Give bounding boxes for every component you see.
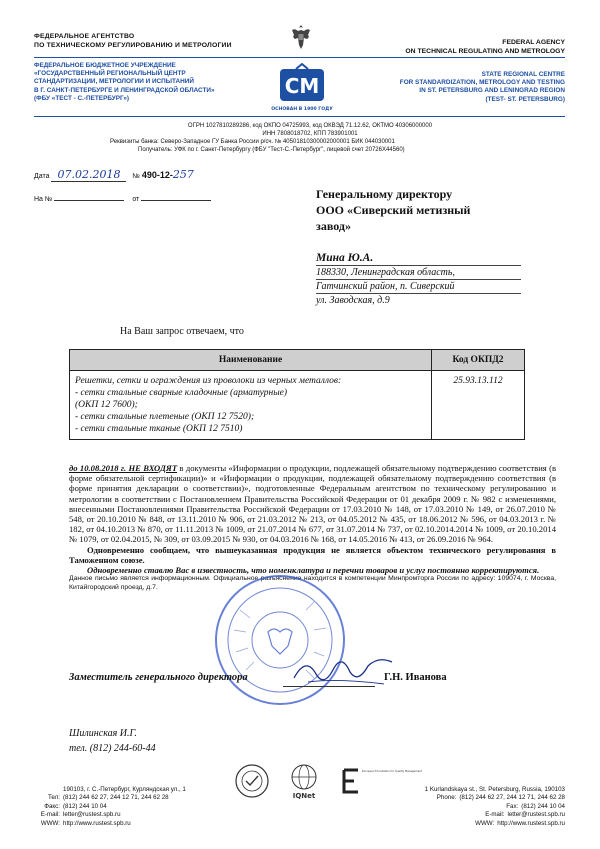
- agency-line: ФЕДЕРАЛЬНОЕ АГЕНТСТВО: [34, 33, 135, 40]
- column-header-name: Наименование: [70, 350, 432, 371]
- org-line: «ГОСУДАРСТВЕННЫЙ РЕГИОНАЛЬНЫЙ ЦЕНТР: [34, 70, 186, 78]
- header-divider: [34, 116, 565, 117]
- product-code-cell: 25.93.13.112: [432, 371, 525, 440]
- org-line: STATE REGIONAL CENTRE: [481, 71, 565, 78]
- executor: [69, 726, 156, 756]
- signatory-position: Заместитель генерального директора: [69, 672, 248, 683]
- requisites: [110, 123, 510, 138]
- disclaimer-paragraph: Данное письмо является информационным. Официальное разъяснение находится в компетенции Минпромторга России по адресу: 109074, г. Москва, Китайгородский проезд, д.7.: [69, 575, 556, 591]
- number-label: №: [132, 173, 140, 180]
- recipient-address-line: Гатчинский район, п. Сиверский: [316, 280, 521, 294]
- svg-text:СМ: СМ: [284, 74, 320, 98]
- org-line: FOR STANDARDIZATION, METROLOGY AND TESTING: [399, 79, 565, 87]
- footer-line: WWW: http://www.rustest.spb.ru: [475, 819, 565, 827]
- lead-statement: до 10.08.2018 г. НЕ ВХОДЯТ: [69, 463, 178, 473]
- agency-name-ru: [34, 33, 264, 50]
- product-line: (ОКП 12 7600);: [75, 400, 138, 410]
- intro-text: На Ваш запрос отвечаем, что: [120, 326, 244, 337]
- signature-line: [283, 686, 375, 687]
- column-header-code: Код ОКПД2: [432, 350, 525, 371]
- number-handwritten: 257: [172, 168, 194, 181]
- email-link[interactable]: letter@rustest.spb.ru: [63, 811, 121, 819]
- iqnet-label: IQNet: [292, 792, 316, 800]
- website-link[interactable]: http://www.rustest.spb.ru: [63, 819, 131, 827]
- requisites-line: ИНН 7808018702, КПП 783901001: [262, 130, 358, 137]
- footer-line: 190103, г. С.-Петербург, Курляндская ул., 1: [63, 786, 186, 793]
- requisites-line: Получатель: УФК по г. Санкт-Петербургу (ФБУ "Тест-С.-Петербург", лицевой счет 20726Х44560): [138, 146, 405, 153]
- signatory-name: Г.Н. Иванова: [384, 672, 447, 683]
- body-paragraph: в документы «Информации о продукции, подлежащей обязательному подтверждению соответствия (в форме обязательной сертификации)» и «Информации о продукции, подлежащей обязательному подтверждению соответствия (в форме принятия декларации о соответствии)», подготовленные Федеральным агентством по техническому регулированию и метрологии в соответствии с Постановлением Правительства Российской Федерации от 01 декабря 2009 г. № 982 с изменениями, внесенными Постановлениями Правительства Российской Федерации от 17.03.2010 № 148, от 17.03.2010 № 149, от 26.07.2010 № 548, от 20.10.2010 № 848, от 13.11.2010 № 906, от 21.03.2012 № 213, от 04.05.2012 № 435, от 18.06.2012 № 596, от 04.03.2013 г. № 182, от 04.10.2013 № 870, от 11.11.2013 № 1009, от 21.07.2014 № 677, от 31.07.2014 № 737, от 02.10.2014.2014 № 1009, от 20.10.2014 № 1079, от 02.04.2015, № 309, от 03.09.2015 № 930, от 04.03.2016 № 168, от 14.05.2016 № 413, от 26.09.2016 № 964.: [69, 463, 557, 545]
- efqm-label: European Foundation for Quality Management: [362, 770, 423, 773]
- table-row: [70, 371, 525, 440]
- recipient-name: Мина Ю.А.: [316, 252, 521, 266]
- addressee-line: Генеральному директору: [316, 187, 453, 201]
- from-label: от: [132, 196, 140, 203]
- bank-requisites: [110, 139, 510, 154]
- addressee-line: ООО «Сиверский метизный: [316, 203, 471, 217]
- org-line: СТАНДАРТИЗАЦИИ, МЕТРОЛОГИИ И ИСПЫТАНИЙ: [34, 78, 194, 86]
- product-line: Решетки, сетки и ограждения из проволоки из черных металлов:: [75, 376, 342, 386]
- iqnet-logo-icon: [284, 762, 324, 800]
- logo-caption: ОСНОВАН В 1900 ГОДУ: [271, 107, 333, 112]
- date-label: Дата: [34, 173, 50, 180]
- footer-contacts-ru: [34, 786, 239, 828]
- csm-logo-icon: [271, 63, 333, 115]
- footer-line: Fax: (812) 244 10 04: [506, 802, 565, 810]
- footer-line: E-mail: letter@rustest.spb.ru: [40, 811, 121, 819]
- incoming-reference: [34, 196, 211, 203]
- executor-phone: тел. (812) 244-60-44: [69, 743, 156, 754]
- organization-name-ru: [34, 62, 279, 103]
- org-line: (TEST- ST. PETERSBURG): [485, 95, 565, 103]
- agency-line: ПО ТЕХНИЧЕСКОМУ РЕГУЛИРОВАНИЮ И МЕТРОЛОГИИ: [34, 41, 232, 49]
- agency-name-en: [340, 39, 565, 56]
- organization-name-en: [340, 71, 565, 104]
- recipient: [316, 252, 546, 307]
- body-paragraph: Одновременно сообщаем, что вышеуказанная продукция не является объектом технического регулирования в Таможенном союзе.: [69, 544, 556, 565]
- org-line: ФЕДЕРАЛЬНОЕ БЮДЖЕТНОЕ УЧРЕЖДЕНИЕ: [34, 62, 176, 69]
- outgoing-reference: [34, 168, 194, 182]
- agency-line: ON TECHNICAL REGULATING AND METROLOGY: [405, 47, 565, 55]
- email-link[interactable]: letter@rustest.spb.ru: [507, 811, 565, 819]
- agency-line: FEDERAL AGENCY: [502, 39, 565, 46]
- org-line: (ФБУ «ТЕСТ - С.-ПЕТЕРБУРГ»): [34, 94, 130, 102]
- requisites-line: ОГРН 1027810289286, код ОКПО 04725993, код ОКВЭД 71.12.62, ОКТМО 40306000000: [187, 123, 433, 129]
- signature-block: [69, 672, 556, 683]
- addressee-line: завод»: [316, 219, 351, 233]
- on-number-label: На №: [34, 196, 53, 203]
- executor-name: Шилинская И.Г.: [69, 728, 137, 739]
- requisites-line: Реквизиты банка: Северо-Западное ГУ Банка России р/сч. № 40501810300002000001 БИК 044030001: [110, 139, 395, 145]
- products-table: [69, 349, 525, 440]
- footer-line: Факс: (812) 244 10 04: [44, 802, 107, 810]
- footer-line: 1 Kurlandskaya st., St. Petersburg, Russia, 190103: [424, 786, 565, 793]
- product-line: - сетки стальные тканые (ОКП 12 7510): [75, 424, 243, 434]
- footer-contacts-en: [400, 786, 565, 828]
- product-line: - сетки стальные плетеные (ОКП 12 7520);: [75, 412, 255, 422]
- org-line: В Г. САНКТ-ПЕТЕРБУРГЕ И ЛЕНИНГРАДСКОЙ ОБЛАСТИ»: [34, 86, 215, 94]
- certification-seal-icon: [232, 762, 272, 800]
- header-divider: [34, 57, 565, 58]
- body-paragraph: Одновременно ставлю Вас в известность, что номенклатура и перечни товаров и услуг постоянно корректируются.: [87, 565, 540, 576]
- footer-line: WWW: http://www.rustest.spb.ru: [40, 819, 131, 827]
- website-link[interactable]: http://www.rustest.spb.ru: [497, 819, 565, 827]
- footer-line: Тел: (812) 244 62 27, 244 12 71, 244 62 28: [48, 794, 169, 802]
- product-line: - сетки стальные сварные кладочные (арматурные): [75, 388, 288, 398]
- table-header-row: [70, 350, 525, 371]
- recipient-address-line: 188330, Ленинградская область,: [316, 266, 521, 280]
- date-value: 07.02.2018: [51, 168, 126, 182]
- addressee: [316, 186, 556, 234]
- footer-line: Phone: (812) 244 62 27, 244 12 71, 244 62 28: [436, 794, 565, 802]
- footer-line: E-mail: letter@rustest.spb.ru: [485, 811, 565, 819]
- org-line: IN ST. PETERSBURG AND LENINGRAD REGION: [419, 87, 565, 95]
- number-value: 490-12-: [141, 170, 173, 180]
- coat-of-arms-icon: [289, 23, 313, 51]
- efqm-logo-icon: [336, 762, 423, 800]
- recipient-address-line: ул. Заводская, д.9: [316, 295, 390, 306]
- product-name-cell: [70, 371, 432, 440]
